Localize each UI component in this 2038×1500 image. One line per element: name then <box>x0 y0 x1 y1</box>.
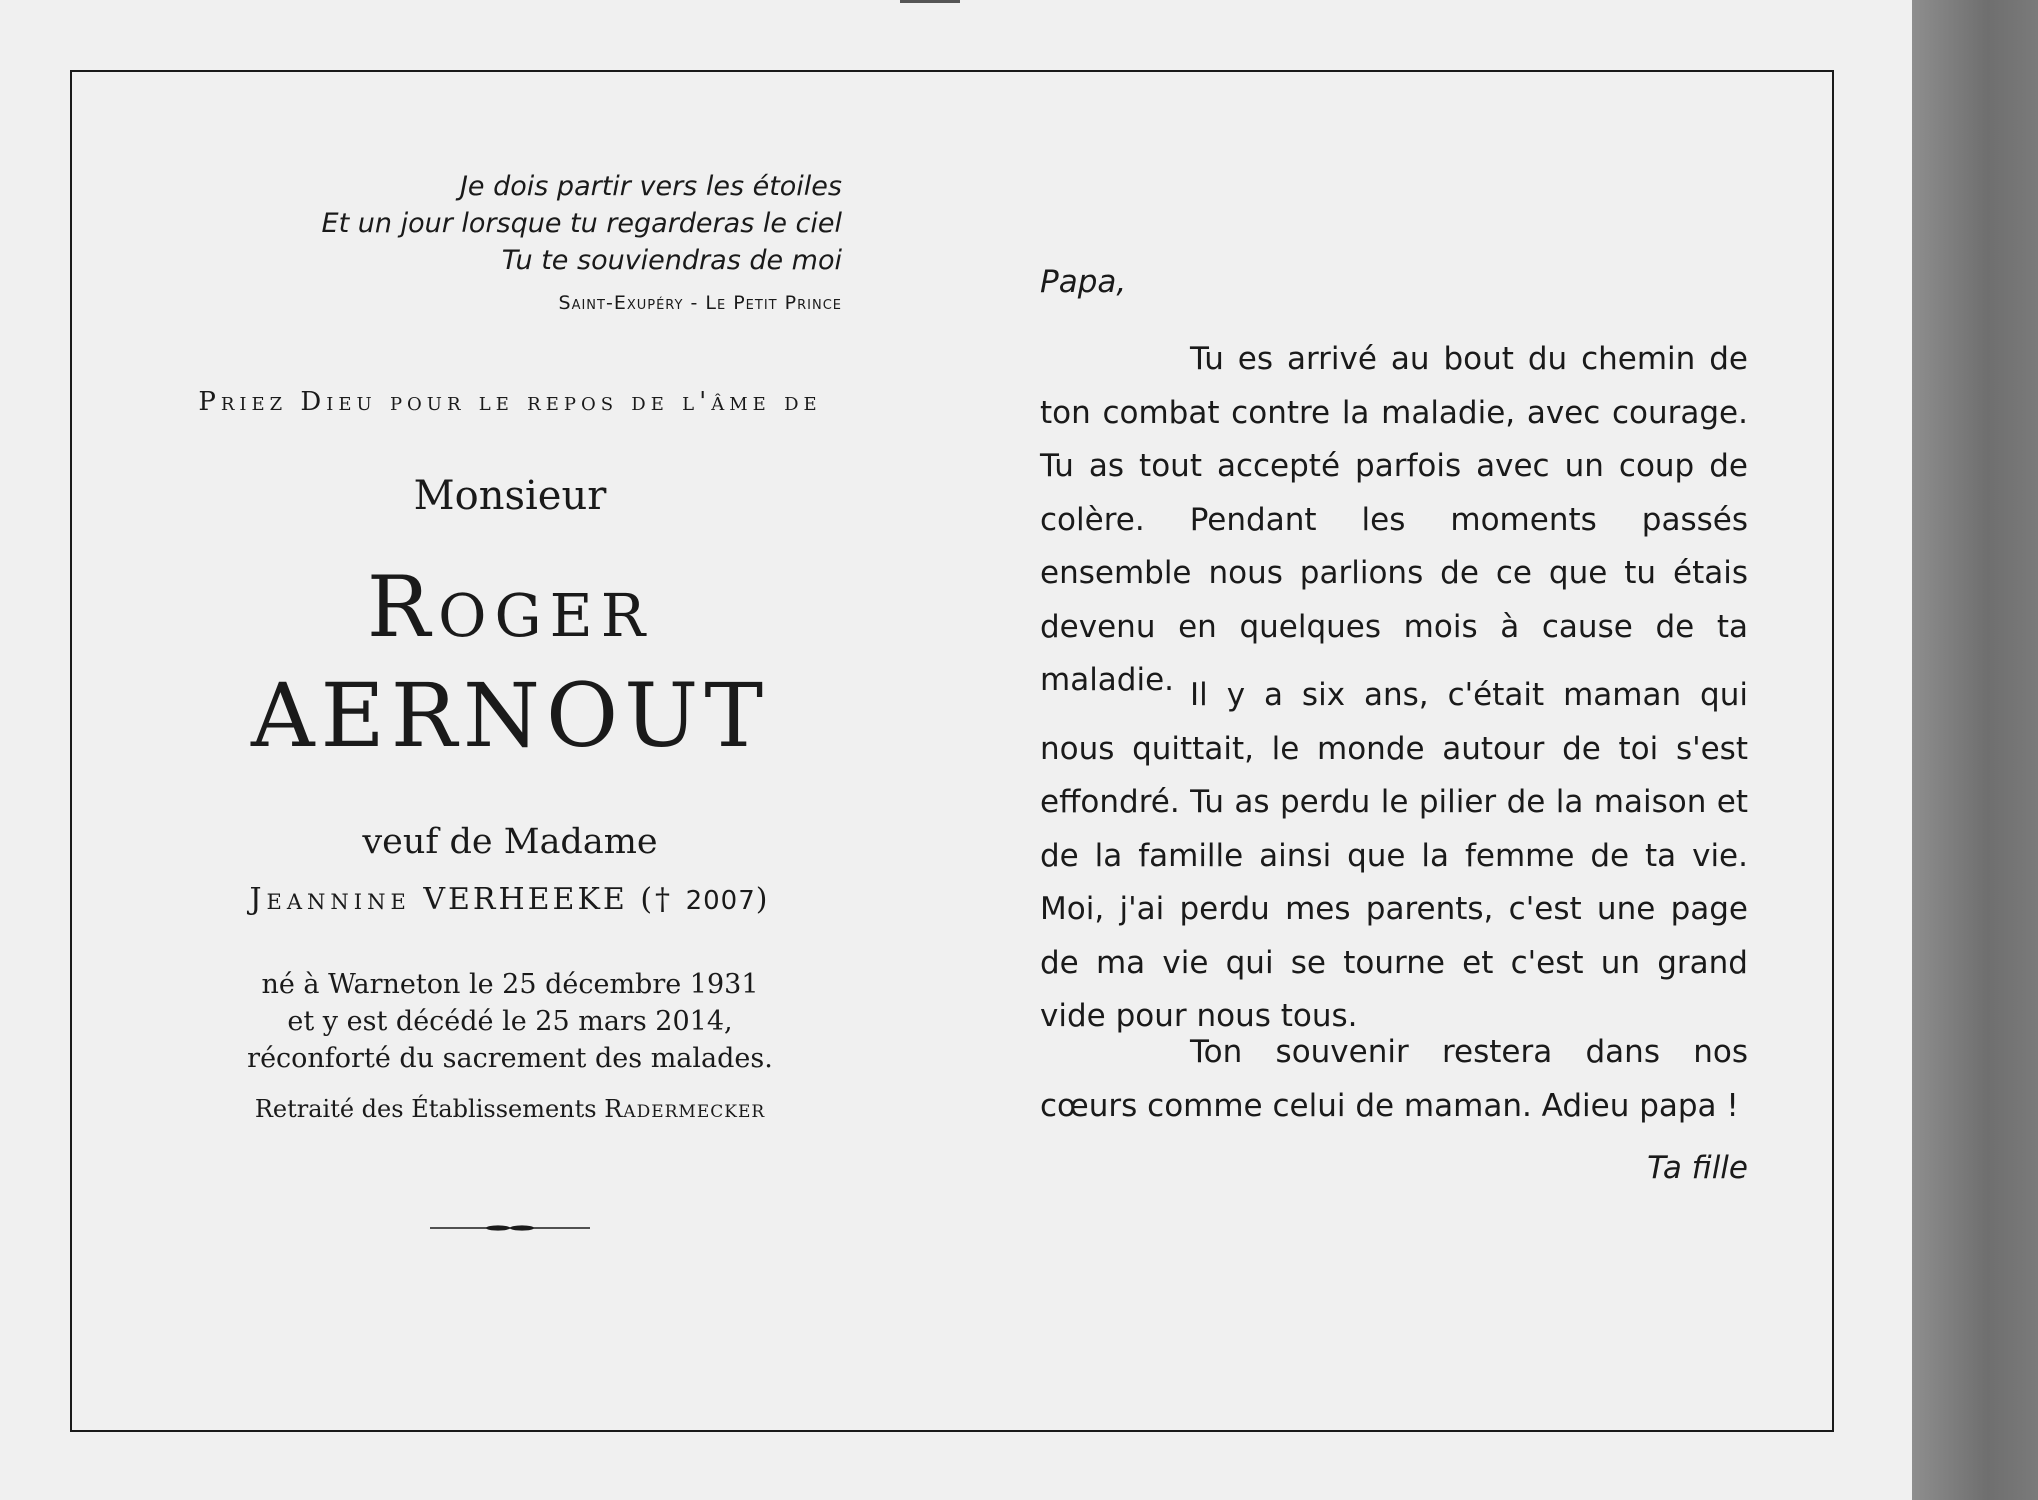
epigraph <box>242 168 842 279</box>
epigraph-line: Je dois partir vers les étoiles <box>459 171 842 202</box>
letter-signature: Ta fille <box>1647 1150 1748 1186</box>
spouse-death-year: 2007 <box>685 886 756 916</box>
letter-greeting: Papa, <box>1040 264 1127 300</box>
death-cross-icon: † <box>655 882 674 917</box>
company-name: Radermecker <box>604 1095 766 1123</box>
spouse-first-name: Jeannine <box>249 882 411 917</box>
spouse-last-name: VERHEEKE <box>423 882 628 917</box>
deceased-last-name: AERNOUT <box>250 664 770 767</box>
prayer-line: Priez Dieu pour le repos de l'âme de <box>198 387 822 417</box>
ornament-divider-icon <box>430 1223 590 1233</box>
bio-line: et y est décédé le 25 mars 2014, <box>287 1006 733 1037</box>
bio-line: réconforté du sacrement des malades. <box>247 1043 773 1074</box>
letter-paragraph: Tu es arrivé au bout du chemin de ton combat contre la maladie, avec courage. Tu as tout accepté parfois avec un coup de colère. Pendant les moments passés ensemble nous parlions de ce que tu étais devenu en quelques mois à cause de ta maladie. <box>1040 341 1748 698</box>
letter-paragraph: Il y a six ans, c'était maman qui nous quittait, le monde autour de toi s'est effondré. Tu as perdu le pilier de la maison et de la famille ainsi que la femme de ta vie. Moi, j'ai perdu mes parents, c'est une page de ma vie qui se tourne et c'est un grand vide pour nous tous. <box>1040 677 1748 1034</box>
epigraph-source: Saint-Exupéry - Le Petit Prince <box>558 292 842 314</box>
widow-line: veuf de Madame <box>362 822 658 862</box>
fold-mark <box>900 0 960 3</box>
retirement-line <box>140 1095 880 1123</box>
honorific: Monsieur <box>413 473 607 519</box>
epigraph-line: Tu te souviendras de moi <box>501 245 842 276</box>
scan-edge <box>1912 0 2038 1500</box>
spouse-line: Jeannine VERHEEKE († 2007) <box>249 882 771 917</box>
epigraph-line: Et un jour lorsque tu regarderas le ciel <box>321 208 842 239</box>
letter-paragraph: Ton souvenir restera dans nos cœurs comme celui de maman. Adieu papa ! <box>1040 1034 1748 1124</box>
retired-prefix: Retraité des Établissements <box>254 1095 597 1123</box>
deceased-first-name: Roger <box>366 558 654 656</box>
bio <box>140 966 880 1077</box>
bio-line: né à Warneton le 25 décembre 1931 <box>261 969 759 1000</box>
